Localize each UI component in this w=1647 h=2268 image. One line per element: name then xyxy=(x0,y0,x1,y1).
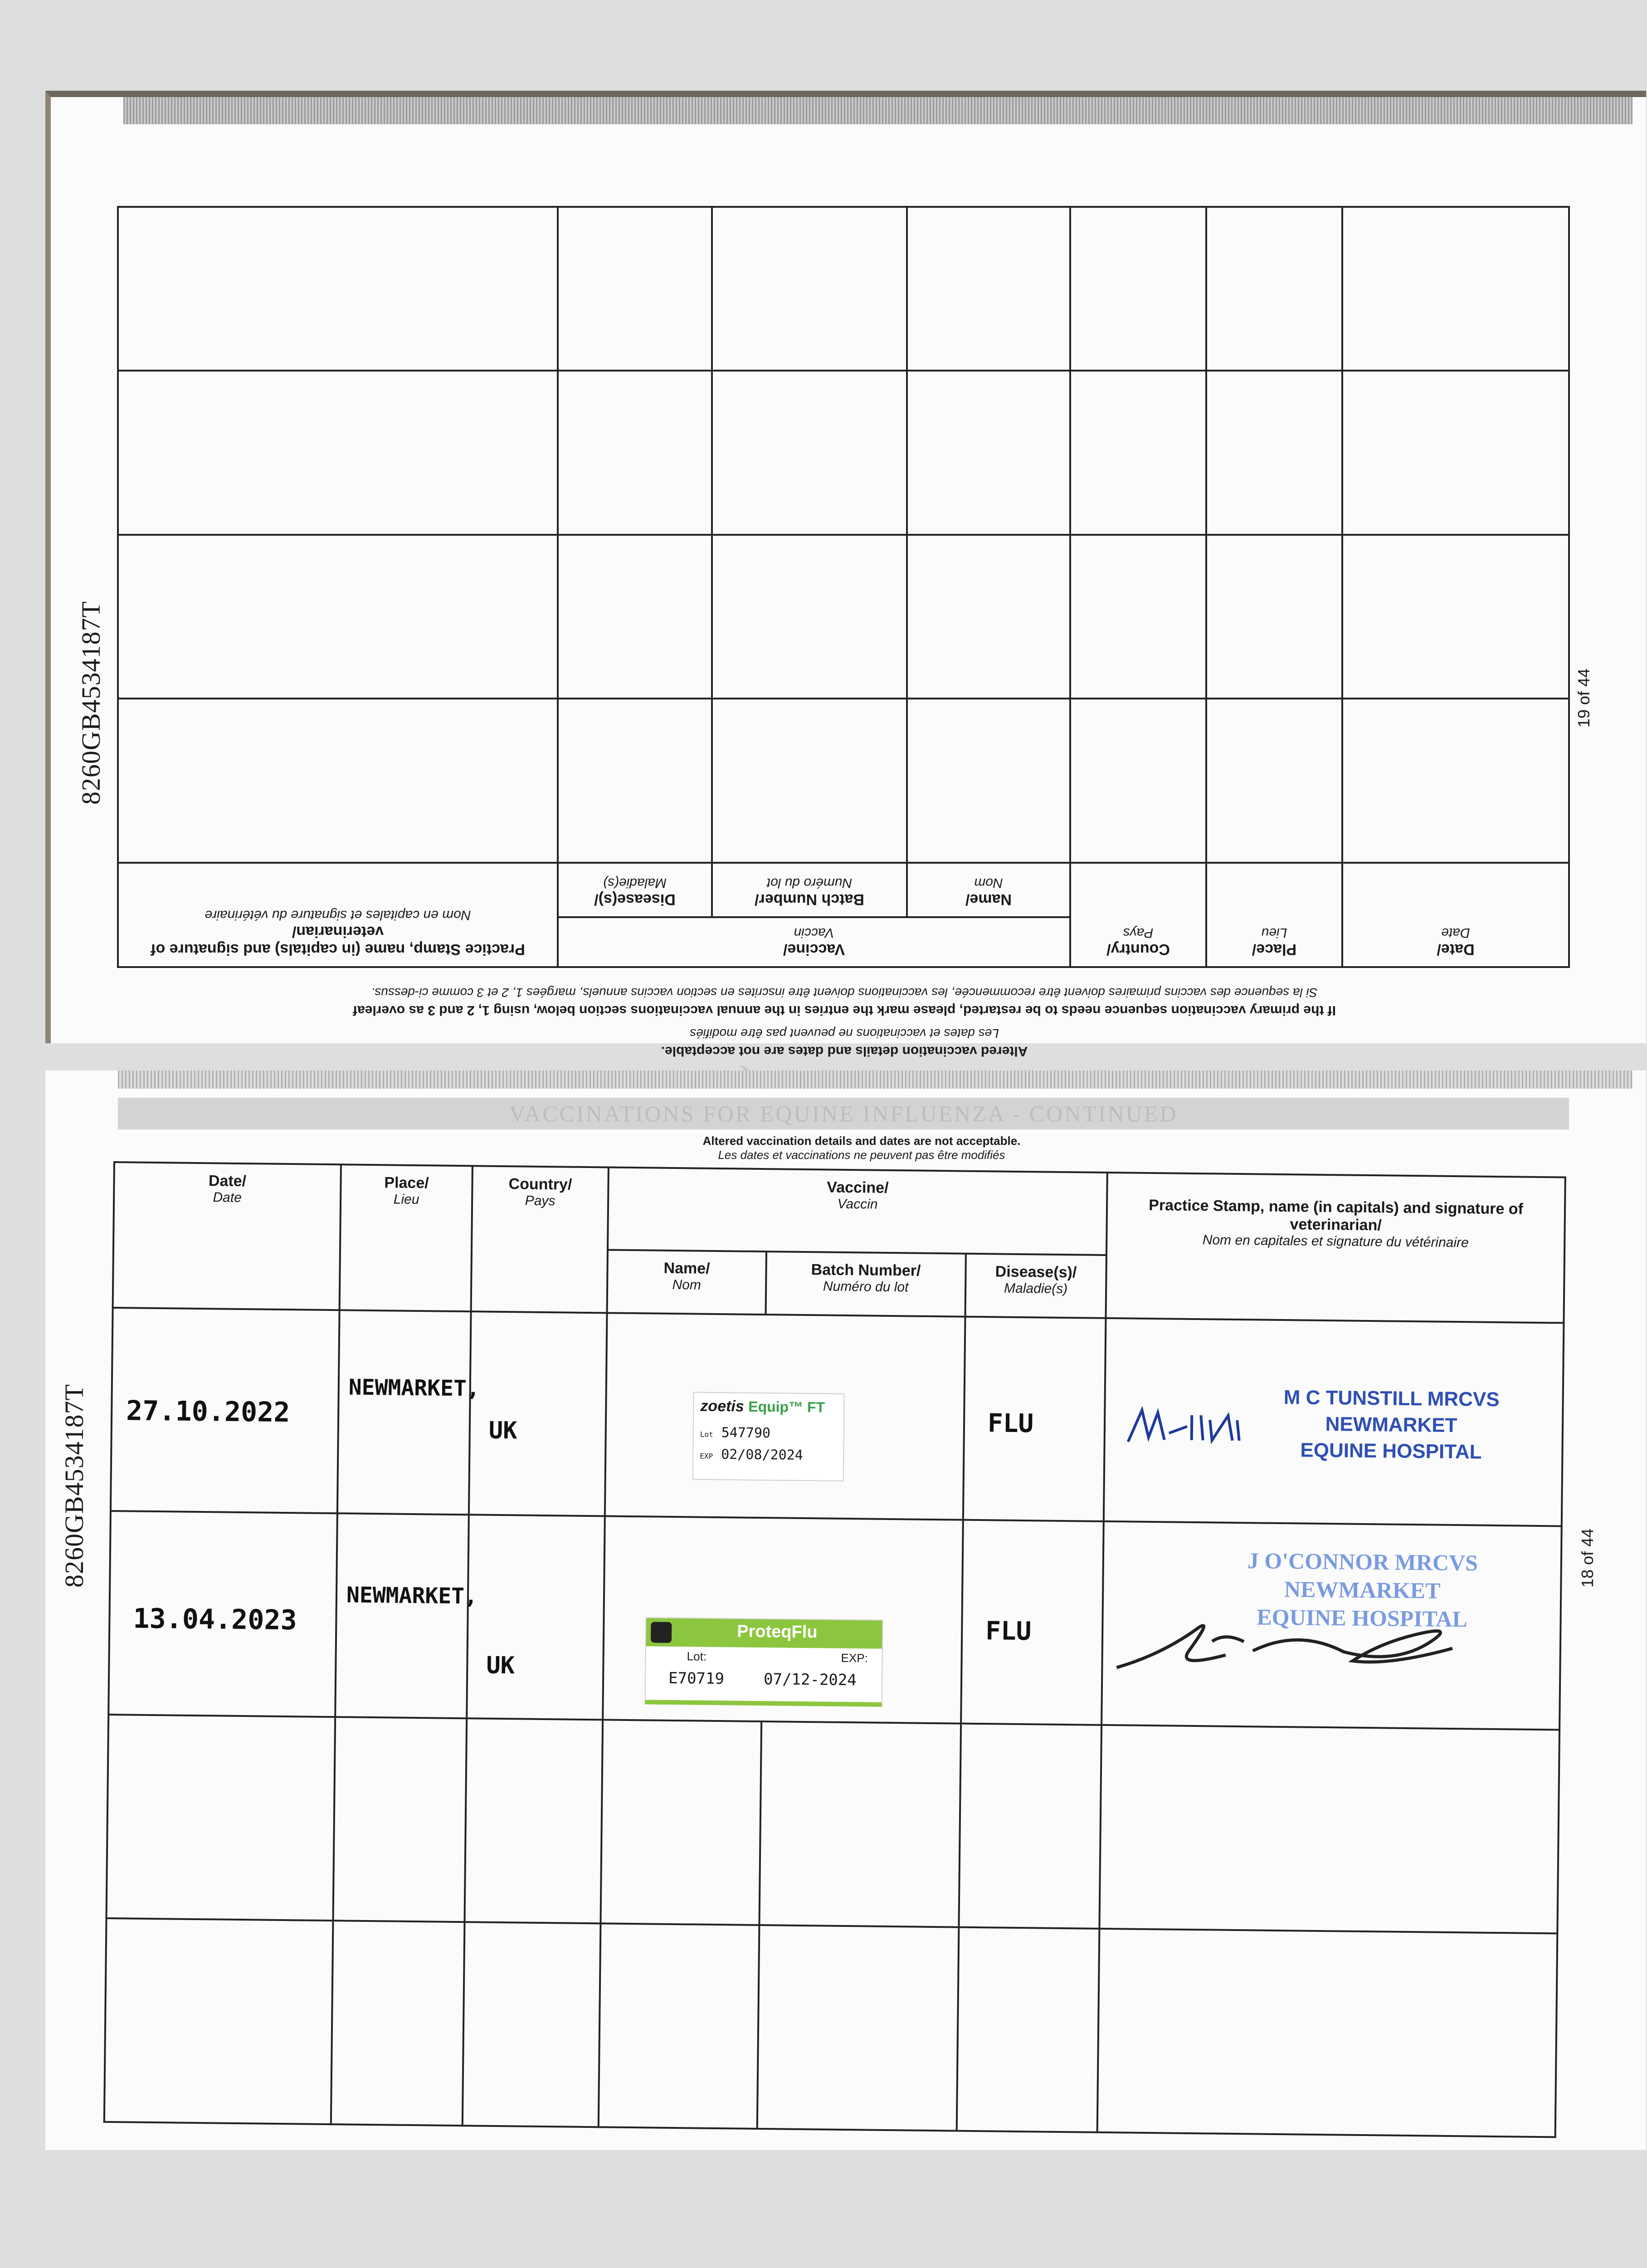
date-cell xyxy=(108,1511,337,1717)
header-stamp: Practice Stamp, name (in capitals) and signature of veterinarian/ Nom en capitales et signature du vétérinaire xyxy=(118,863,558,967)
page-edge xyxy=(118,1070,1632,1089)
stamp-line: J O'CONNOR MRCVS xyxy=(1247,1548,1478,1576)
stamp-line: M C TUNSTILL MRCVS xyxy=(1283,1386,1500,1411)
signature-tunstill xyxy=(1123,1401,1260,1452)
header-disease: Disease(s)/ Maladie(s) xyxy=(558,863,712,917)
upper-notice-line2: Les dates et vaccinations ne peuvent pas être modifiés xyxy=(690,1026,999,1041)
label-exp-key: EXP xyxy=(700,1452,713,1461)
place-value: NEWMARKET, xyxy=(346,1582,478,1609)
country-cell xyxy=(467,1515,605,1720)
header-disease: Disease(s)/ Maladie(s) xyxy=(965,1253,1106,1318)
upper-passport-page xyxy=(45,91,1646,1059)
stamp-line: NEWMARKET xyxy=(1325,1413,1457,1437)
label-exp: 02/08/2024 xyxy=(721,1446,804,1463)
lower-heading: VACCINATIONS FOR EQUINE INFLUENZA - CONTINUED xyxy=(509,1101,1178,1126)
table-row xyxy=(118,535,1569,699)
house-icon xyxy=(651,1622,672,1643)
disease-value: FLU xyxy=(987,1408,1034,1438)
lower-notice-line2: Les dates et vaccinations ne peuvent pas être modifiés xyxy=(718,1148,1005,1162)
vaccine-label-cell xyxy=(603,1516,963,1724)
place-value: NEWMARKET, xyxy=(348,1374,480,1402)
vaccine-label-cell xyxy=(605,1313,965,1520)
lower-heading-band xyxy=(118,1098,1569,1129)
stamp-cell xyxy=(1104,1318,1564,1526)
signature-oconnor xyxy=(1107,1599,1471,1685)
table-row xyxy=(118,207,1569,371)
disease-cell xyxy=(961,1520,1104,1725)
date-cell xyxy=(111,1308,340,1514)
upper-vaccination-table xyxy=(117,206,1570,968)
page-number-upper: 19 of 44 xyxy=(1574,668,1593,728)
header-place: Place/ Lieu xyxy=(340,1164,473,1311)
table-row xyxy=(118,371,1569,535)
disease-value: FLU xyxy=(985,1616,1032,1647)
table-row xyxy=(108,1511,1562,1730)
stamp-line: NEWMARKET xyxy=(1284,1576,1441,1604)
page-number-lower: 18 of 44 xyxy=(1578,1528,1597,1588)
table-row xyxy=(118,699,1569,863)
header-batch: Batch Number/ Numéro du lot xyxy=(712,863,907,917)
upper-instruction-en: If the primary vaccination sequence needs to be restarted, please mark the entries in the annual vaccinations section below, using 1, 2 and 3 as overleaf xyxy=(353,1003,1336,1018)
lower-notice-line1: Altered vaccination details and dates are not acceptable. xyxy=(702,1134,1021,1148)
vaccine-label-proteqflu xyxy=(645,1618,883,1707)
header-place: Place/ Lieu xyxy=(1206,863,1342,967)
header-vaccine: Vaccine/ Vaccin xyxy=(558,917,1070,967)
header-country: Country/ Pays xyxy=(471,1166,609,1313)
header-date: Date/ Date xyxy=(1342,863,1569,967)
serial-number-upper: 8260GB4534187T xyxy=(76,601,106,805)
label-lot-key: Lot: xyxy=(687,1649,707,1664)
practice-stamp-1 xyxy=(1282,1384,1501,1466)
place-cell xyxy=(335,1514,478,1719)
vaccine-label-equip xyxy=(692,1392,845,1481)
header-country: Country/ Pays xyxy=(1070,863,1206,967)
country-value: UK xyxy=(486,1652,515,1680)
label-product: ProteqFlu xyxy=(736,1622,818,1642)
date-value: 27.10.2022 xyxy=(126,1394,290,1428)
lower-notice xyxy=(567,1134,1156,1162)
table-row xyxy=(107,1715,1560,1933)
table-row xyxy=(104,1918,1558,2137)
country-value: UK xyxy=(488,1417,517,1444)
lower-passport-page xyxy=(45,1070,1646,2150)
label-exp: 07/12-2024 xyxy=(763,1670,857,1690)
serial-number-lower: 8260GB4534187T xyxy=(59,1384,89,1588)
page-edge xyxy=(123,97,1632,124)
label-lot: E70719 xyxy=(668,1669,725,1688)
header-batch: Batch Number/ Numéro du lot xyxy=(766,1251,966,1317)
label-brand: zoetis xyxy=(700,1397,744,1415)
label-exp-key: EXP: xyxy=(841,1651,868,1665)
header-name: Name/ Nom xyxy=(607,1250,766,1315)
upper-instruction-fr: Si la sequence des vaccins primaires doivent être recommencée, les vaccinations doivent être inscrites en section vaccins annuels, margées 1, 2 et 3 comme ci-dessus. xyxy=(371,986,1318,1000)
header-vaccine: Vaccine/ Vaccin xyxy=(608,1167,1107,1255)
country-cell xyxy=(469,1311,607,1516)
date-value: 13.04.2023 xyxy=(133,1603,297,1637)
place-cell xyxy=(337,1310,480,1515)
label-lot-key: Lot xyxy=(700,1430,713,1439)
header-name: Name/ Nom xyxy=(907,863,1070,917)
lower-vaccination-table xyxy=(103,1161,1566,2138)
upper-notice xyxy=(119,985,1570,1059)
disease-cell xyxy=(963,1316,1106,1521)
stamp-line: EQUINE HOSPITAL xyxy=(1257,1604,1468,1632)
upper-notice-line1: Altered vaccination details and dates are not acceptable. xyxy=(661,1044,1028,1059)
stamp-line: EQUINE HOSPITAL xyxy=(1300,1439,1482,1463)
table-row xyxy=(111,1308,1564,1526)
stamp-cell xyxy=(1101,1521,1562,1730)
label-product: Equip™ FT xyxy=(748,1398,825,1416)
header-stamp: Practice Stamp, name (in capitals) and signature of veterinarian/ Nom en capitales et signature du vétérinaire xyxy=(1106,1173,1565,1323)
header-date: Date/ Date xyxy=(113,1162,341,1310)
label-lot: 547790 xyxy=(721,1424,771,1441)
upper-page-rotated-content xyxy=(119,174,1570,1059)
